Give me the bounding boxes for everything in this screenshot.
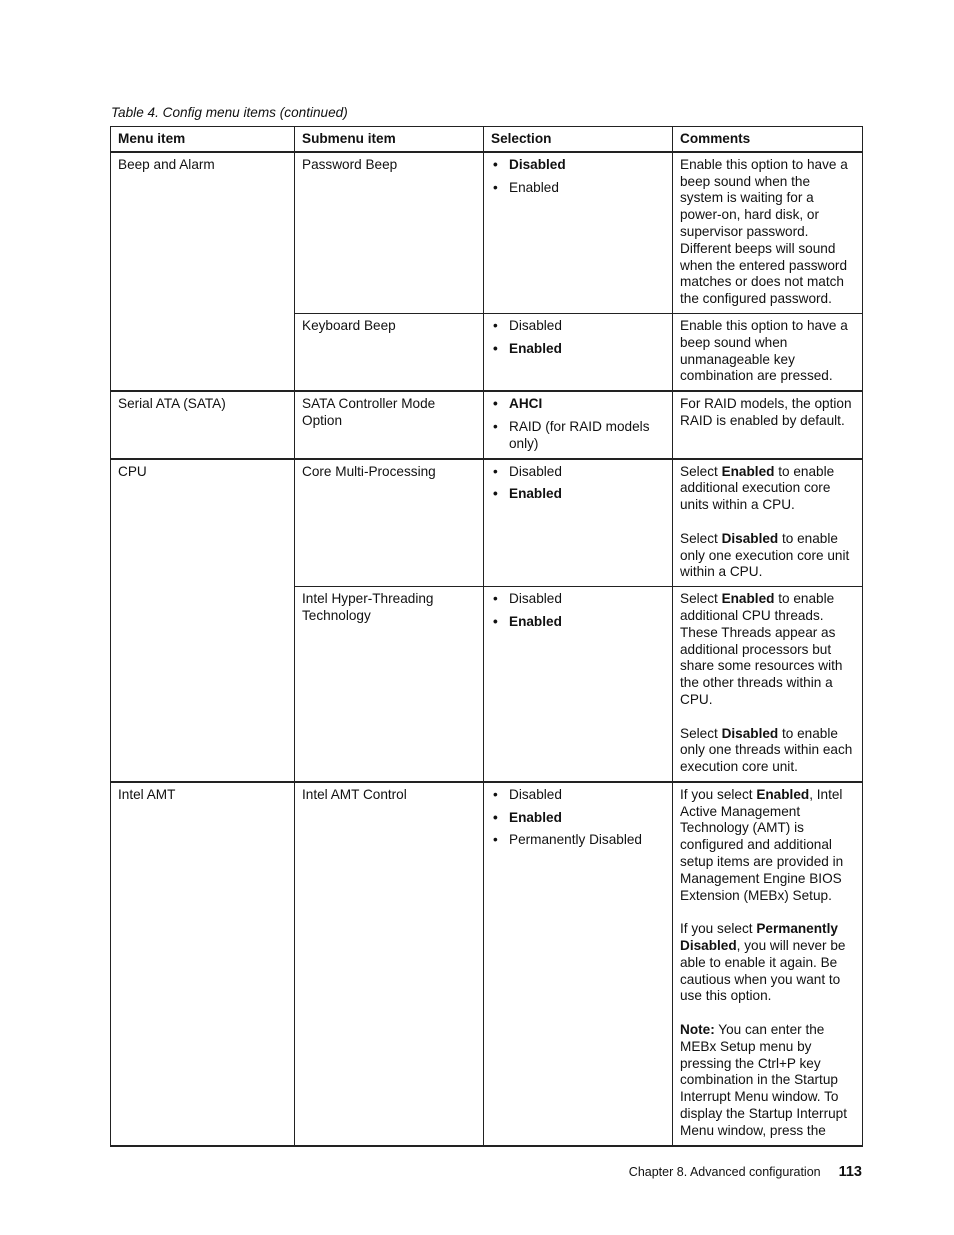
selection-option-label: AHCI xyxy=(509,396,543,412)
selection-cell xyxy=(484,391,673,458)
comment-cell xyxy=(673,313,863,391)
selection-cell xyxy=(484,313,673,391)
bullet-icon: • xyxy=(493,317,498,333)
comment-emphasis: Permanently Disabled xyxy=(680,921,838,954)
selection-list xyxy=(491,787,665,849)
selection-option-default xyxy=(491,396,665,413)
selection-option xyxy=(491,318,665,335)
comment-text: to enable additional CPU threads. These Threads appear as additional processors but share some resources with the other threads within a CPU. xyxy=(680,591,843,707)
comment-note xyxy=(680,1022,855,1140)
selection-list xyxy=(491,157,665,197)
chapter-title: Chapter 8. Advanced configuration xyxy=(628,1165,821,1179)
page-footer xyxy=(629,1163,862,1181)
selection-cell xyxy=(484,459,673,587)
comment-paragraph xyxy=(680,787,855,905)
comment-text: Select xyxy=(680,725,722,741)
selection-option-label: Permanently Disabled xyxy=(509,832,642,848)
table-row xyxy=(111,459,863,587)
bullet-icon: • xyxy=(493,418,498,434)
selection-option-label: Disabled xyxy=(509,786,562,802)
bullet-icon: • xyxy=(493,786,498,802)
selection-list xyxy=(491,318,665,358)
comment-cell xyxy=(673,152,863,314)
bullet-icon: • xyxy=(493,591,498,607)
comment-emphasis: Disabled xyxy=(721,725,779,741)
selection-option-default xyxy=(491,341,665,358)
selection-option-label: Enabled xyxy=(509,809,562,825)
selection-option-label: Enabled xyxy=(509,613,562,629)
comment-emphasis: Enabled xyxy=(756,786,810,802)
selection-option-default xyxy=(491,157,665,174)
comment-text: Select xyxy=(680,463,722,479)
selection-option-label: Enabled xyxy=(509,179,559,195)
comment-cell xyxy=(673,782,863,1146)
selection-option xyxy=(491,787,665,804)
bullet-icon: • xyxy=(493,179,498,195)
submenu-item-cell: Core Multi-Processing xyxy=(295,459,484,587)
bullet-icon: • xyxy=(493,486,498,502)
comment-cell xyxy=(673,391,863,458)
table-header-row xyxy=(111,127,863,152)
bullet-icon: • xyxy=(493,613,498,629)
comment-text: You can enter the MEBx Setup menu by pressing the Ctrl+P key combination in the Startup Interrupt Menu window. To display the Startup Interrupt Menu window, press the xyxy=(680,1022,847,1138)
comment-text: , Intel Active Management Technology (AMT) is configured and additional setup items are provided in Management Engine BIOS Extension (MEBx) Setup. xyxy=(680,786,844,903)
header-selection: Selection xyxy=(484,127,673,152)
submenu-item-cell: Password Beep xyxy=(295,152,484,314)
table-caption: Table 4. Config menu items (continued) xyxy=(111,105,348,120)
comment-cell xyxy=(673,459,863,587)
bullet-icon: • xyxy=(493,463,498,479)
selection-cell xyxy=(484,587,673,782)
comment-text: , you will never be able to enable it again. Be cautious when you want to use this option. xyxy=(680,938,846,1004)
menu-item-cell: Intel AMT xyxy=(111,782,295,1146)
bullet-icon: • xyxy=(493,809,498,825)
menu-item-cell: CPU xyxy=(111,459,295,782)
comment-text: to enable only one threads within each execution core unit. xyxy=(680,725,853,775)
comment-paragraph xyxy=(680,591,855,709)
selection-option-label: Disabled xyxy=(509,317,562,333)
menu-item-cell: Serial ATA (SATA) xyxy=(111,391,295,458)
bullet-icon: • xyxy=(493,340,498,356)
selection-option-label: Enabled xyxy=(509,486,562,502)
selection-option xyxy=(491,419,665,453)
selection-option-label: Disabled xyxy=(509,463,562,479)
comment-paragraph xyxy=(680,726,855,776)
comment-emphasis: Enabled xyxy=(721,463,775,479)
menu-item-cell: Beep and Alarm xyxy=(111,152,295,391)
selection-option-label: Disabled xyxy=(509,156,566,172)
header-menu-item: Menu item xyxy=(111,127,295,152)
comment-emphasis: Enabled xyxy=(721,591,775,607)
comment-text: If you select xyxy=(680,786,757,802)
selection-option xyxy=(491,464,665,481)
comment-paragraph xyxy=(680,531,855,581)
comment-text: For RAID models, the option RAID is enabled by default. xyxy=(680,396,852,428)
selection-option xyxy=(491,180,665,197)
comment-text: If you select xyxy=(680,921,757,937)
selection-option xyxy=(491,591,665,608)
header-comments: Comments xyxy=(673,127,863,152)
config-menu-table xyxy=(110,126,863,1147)
bullet-icon: • xyxy=(493,832,498,848)
submenu-item-cell: SATA Controller Mode Option xyxy=(295,391,484,458)
selection-cell xyxy=(484,152,673,314)
comment-text: Enable this option to have a beep sound when unmanageable key combination are pressed. xyxy=(680,317,848,384)
comment-text: Enable this option to have a beep sound when the system is waiting for a power-on, hard disk, or supervisor password. Different beeps will sound when the entered password matches or does not match the configured password. xyxy=(680,156,848,307)
selection-list xyxy=(491,464,665,504)
selection-option xyxy=(491,832,665,849)
bullet-icon: • xyxy=(493,156,498,172)
selection-option-default xyxy=(491,486,665,503)
selection-list xyxy=(491,591,665,631)
header-submenu-item: Submenu item xyxy=(295,127,484,152)
bullet-icon: • xyxy=(493,396,498,412)
submenu-item-cell: Intel Hyper-Threading Technology xyxy=(295,587,484,782)
comment-text: Select xyxy=(680,530,722,546)
comment-text: to enable additional execution core units within a CPU. xyxy=(680,463,835,513)
submenu-item-cell: Intel AMT Control xyxy=(295,782,484,1146)
comment-emphasis: Disabled xyxy=(721,530,779,546)
table-row xyxy=(111,782,863,1146)
comment-text: Select xyxy=(680,591,722,607)
selection-option-default xyxy=(491,810,665,827)
table-row xyxy=(111,391,863,458)
comment-paragraph xyxy=(680,921,855,1005)
selection-option-label: Disabled xyxy=(509,591,562,607)
selection-list xyxy=(491,396,665,452)
submenu-item-cell: Keyboard Beep xyxy=(295,313,484,391)
comment-cell xyxy=(673,587,863,782)
page-number: 113 xyxy=(838,1164,862,1180)
selection-option-label: Enabled xyxy=(509,340,562,356)
selection-option-default xyxy=(491,614,665,631)
selection-option-label: RAID (for RAID models only) xyxy=(509,418,650,451)
table-row xyxy=(111,152,863,314)
comment-paragraph xyxy=(680,464,855,514)
comment-text: to enable only one execution core unit within a CPU. xyxy=(680,530,850,580)
note-label: Note: xyxy=(680,1022,715,1038)
selection-cell xyxy=(484,782,673,1146)
